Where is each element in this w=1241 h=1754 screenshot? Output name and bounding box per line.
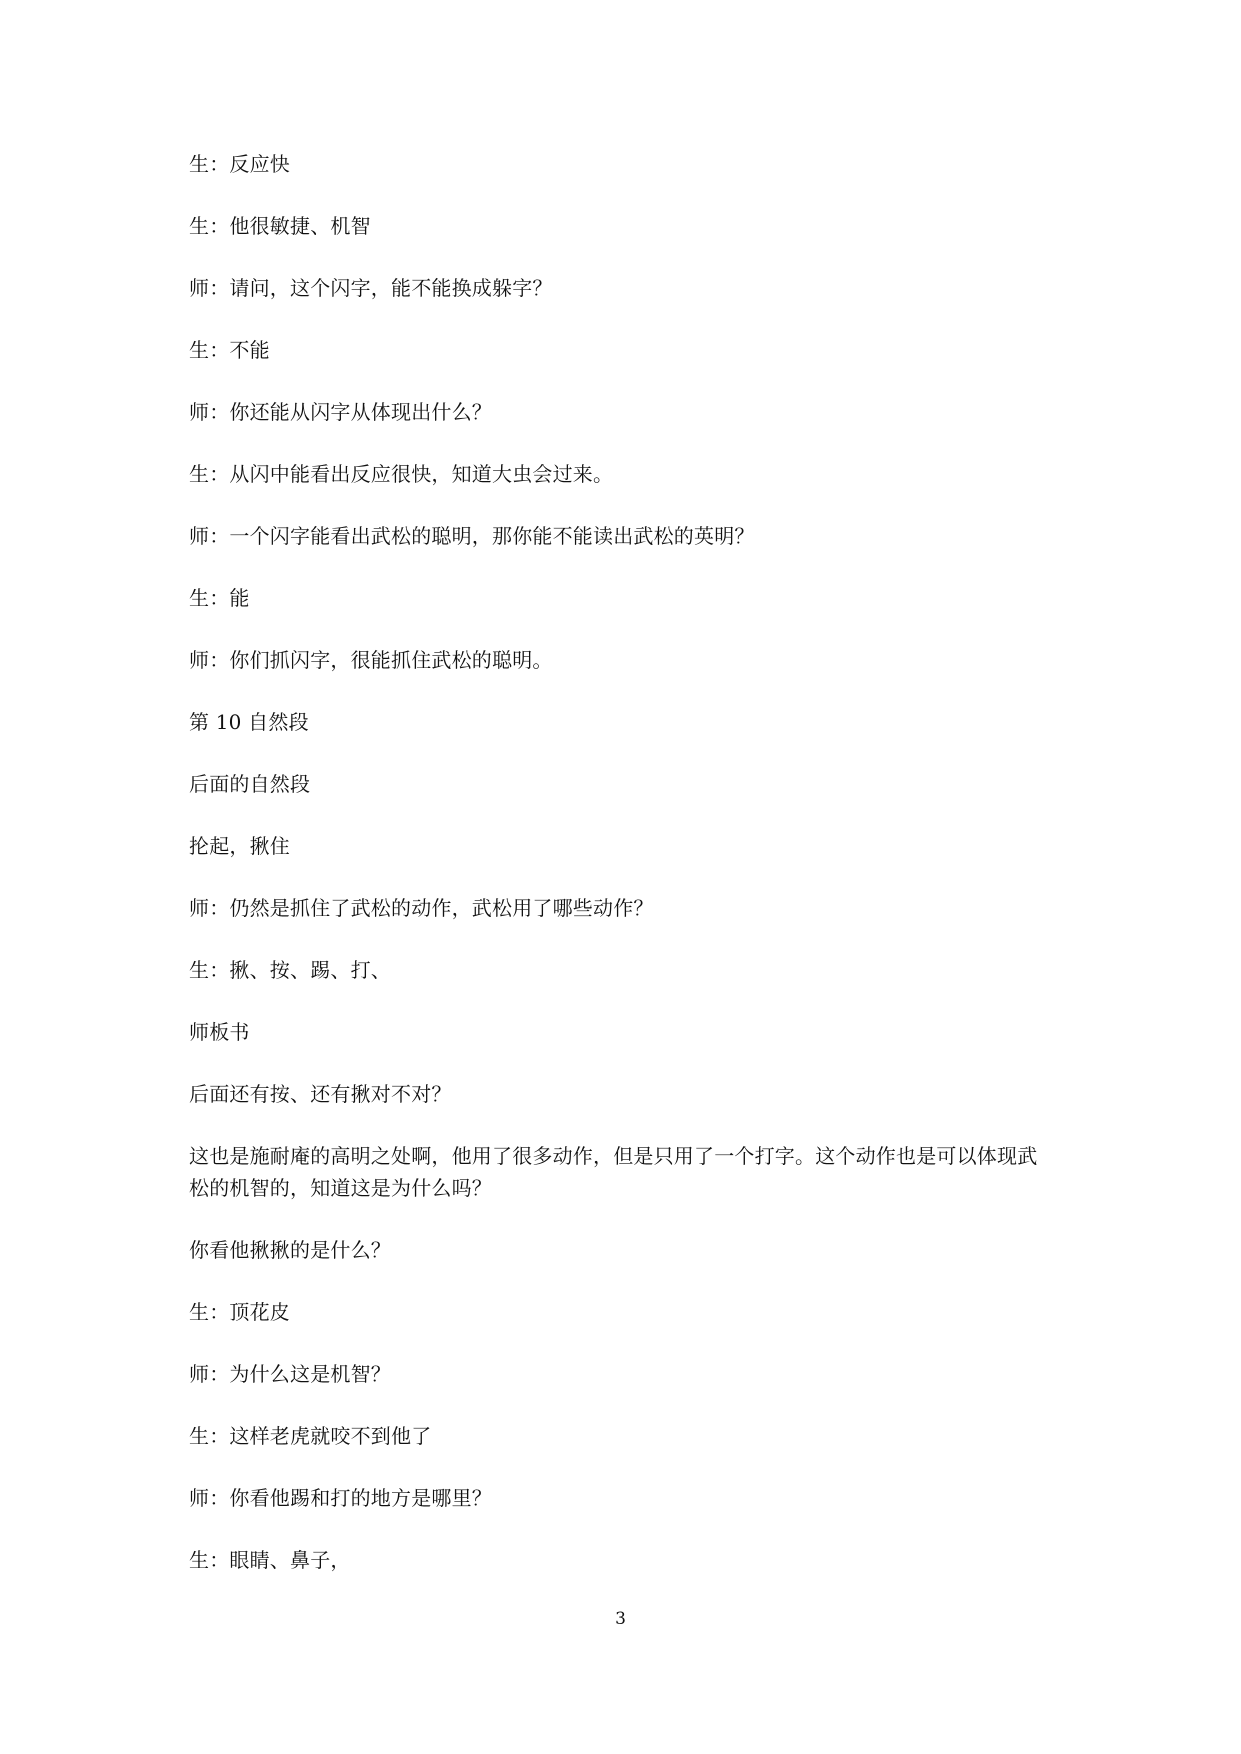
paragraph: 抡起，揪住 — [189, 834, 290, 858]
paragraph: 生：这样老虎就咬不到他了 — [189, 1424, 432, 1448]
paragraph: 生：从闪中能看出反应很快，知道大虫会过来。 — [189, 462, 614, 486]
paragraph: 生：能 — [189, 586, 250, 610]
paragraph: 生：反应快 — [189, 152, 290, 176]
paragraph: 师：为什么这是机智？ — [189, 1362, 391, 1386]
paragraph: 师：你还能从闪字从体现出什么？ — [189, 400, 492, 424]
document-body — [189, 148, 1051, 1606]
paragraph: 师：请问，这个闪字，能不能换成躲字？ — [189, 276, 553, 300]
paragraph: 这也是施耐庵的高明之处啊，他用了很多动作，但是只用了一个打字。这个动作也是可以体现武松的机智的，知道这是为什么吗？ — [189, 1144, 1038, 1200]
paragraph: 后面的自然段 — [189, 772, 311, 796]
page-number: 3 — [615, 1609, 626, 1629]
paragraph: 生：不能 — [189, 338, 270, 362]
paragraph: 师：你看他踢和打的地方是哪里？ — [189, 1486, 492, 1510]
paragraph: 师：仍然是抓住了武松的动作，武松用了哪些动作？ — [189, 896, 654, 920]
paragraph: 师：一个闪字能看出武松的聪明，那你能不能读出武松的英明？ — [189, 524, 755, 548]
section-heading: 第 10 自然段 — [189, 710, 309, 734]
paragraph: 师板书 — [189, 1020, 250, 1044]
paragraph: 师：你们抓闪字，很能抓住武松的聪明。 — [189, 648, 553, 672]
paragraph: 后面还有按、还有揪对不对？ — [189, 1082, 452, 1106]
paragraph: 生：顶花皮 — [189, 1300, 290, 1324]
paragraph: 生：他很敏捷、机智 — [189, 214, 371, 238]
paragraph: 你看他揪揪的是什么？ — [189, 1238, 391, 1262]
paragraph: 生：揪、按、踢、打、 — [189, 958, 391, 982]
paragraph: 生：眼睛、鼻子， — [189, 1548, 351, 1572]
